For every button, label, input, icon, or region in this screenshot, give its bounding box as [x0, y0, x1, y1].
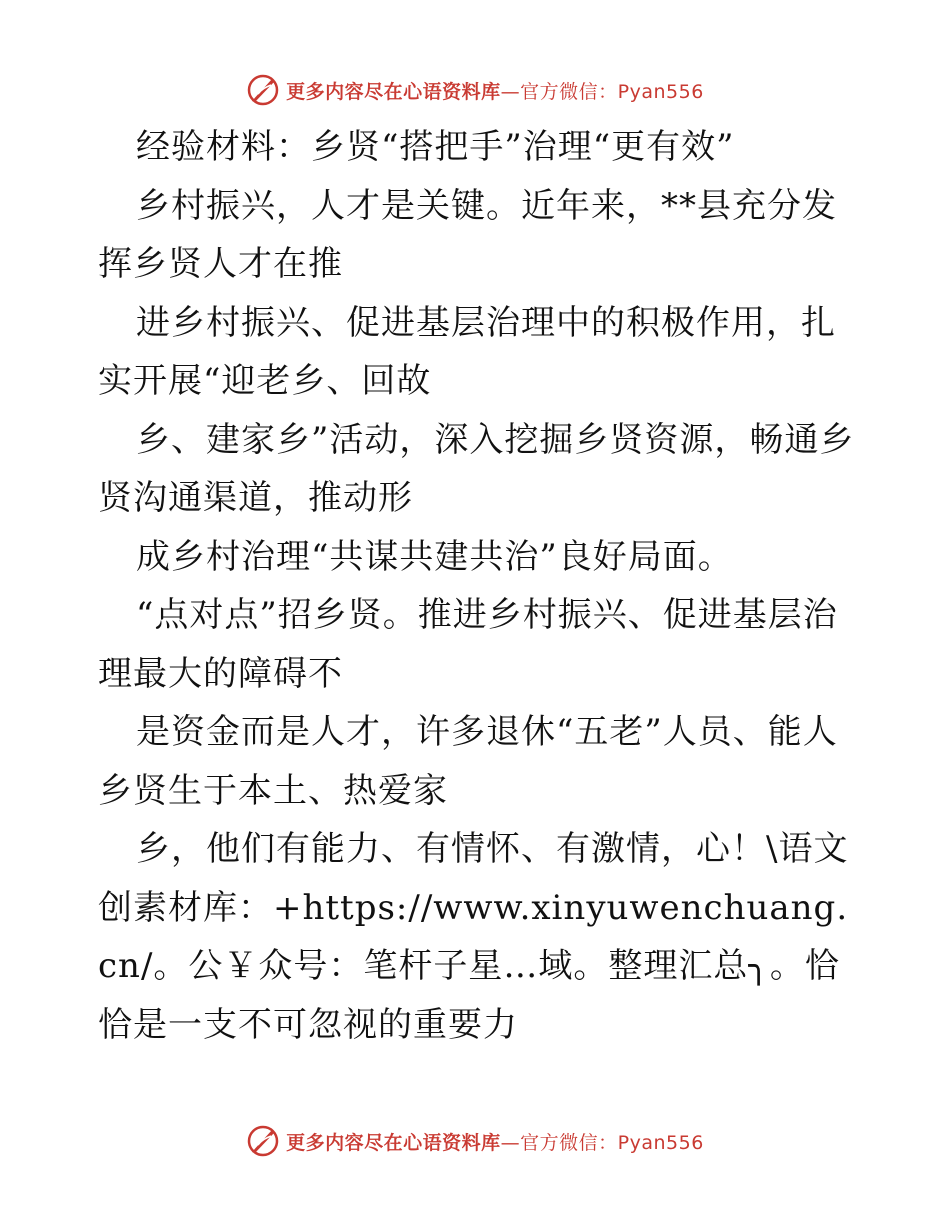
footer-banner — [0, 1121, 950, 1161]
paragraph-6: 是资金而是人才，许多退休“五老”人员、能人乡贤生于本土、热爱家 — [98, 712, 838, 811]
footer-wechat-text: 官方微信：Pyan556 — [520, 1131, 704, 1154]
header-text — [286, 77, 704, 104]
paragraph-5: “点对点”招乡贤。推进乡村振兴、促进基层治理最大的障碍不 — [98, 595, 838, 694]
paragraph-4: 成乡村治理“共谋共建共治”良好局面。 — [136, 536, 733, 577]
paragraph-2: 进乡村振兴、促进基层治理中的积极作用，扎实开展“迎老乡、回故 — [98, 302, 836, 401]
header-brand-text: 更多内容尽在心语资料库 — [286, 80, 501, 103]
document-title: 经验材料：乡贤“搭把手”治理“更有效” — [136, 127, 735, 167]
footer-separator: — — [500, 1131, 521, 1154]
paragraph-7: 乡，他们有能力、有情怀、有激情，心！\语文创素材库：+https://www.xinyuwenchuang.cn/。公￥众号：笔杆子星…域。整理汇总╮。恰恰是一支不可忽视的重要力 — [98, 829, 849, 1045]
paragraph-3: 乡、建家乡”活动，深入挖掘乡贤资源，畅通乡贤沟通渠道，推动形 — [98, 419, 855, 518]
footer-brand-text: 更多内容尽在心语资料库 — [286, 1131, 501, 1154]
footer-text — [286, 1128, 704, 1155]
header-wechat-text: 官方微信：Pyan556 — [520, 80, 704, 103]
header-separator: — — [500, 80, 521, 103]
header-banner — [0, 70, 950, 110]
document-body — [98, 118, 858, 1054]
quill-pen-logo-icon — [246, 73, 280, 107]
quill-pen-logo-icon — [246, 1124, 280, 1158]
paragraph-1: 乡村振兴，人才是关键。近年来，**县充分发挥乡贤人才在推 — [98, 185, 837, 284]
